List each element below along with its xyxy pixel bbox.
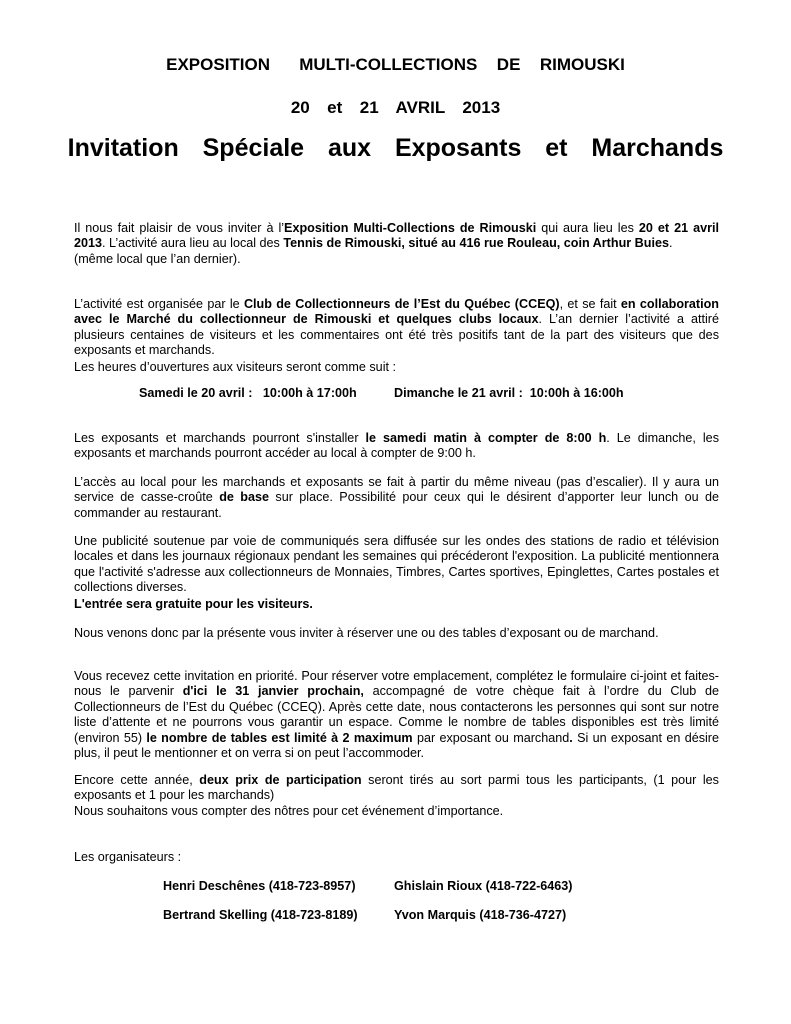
exhibition-dates: 20 et 21 AVRIL 2013 (290, 98, 501, 117)
paragraph-closing: Nous souhaitons vous compter des nôtres pour cet événement d’importance. (74, 804, 504, 818)
paragraph-reserve: Nous venons donc par la présente vous inviter à réserver une ou des tables d’exposant ou de marchand. (74, 626, 659, 640)
paragraph-publicity (74, 521, 719, 608)
priority-table-limit: le nombre de tables est limité à 2 maximum (146, 730, 413, 745)
access-text-2: sur place. Possibilité pour ceux qui le désirent d’apporter leur lunch ou de commander au restaurant. (74, 490, 719, 520)
paragraph-hours-intro: Les heures d’ouvertures aux visiteurs seront comme suit : (74, 360, 396, 374)
organizer-text-2: , et se fait (559, 296, 621, 311)
organizer-2: Ghislain Rioux (418-722-6463) (394, 879, 573, 893)
opening-hours-sunday (394, 386, 624, 400)
organizer-club-name: Club de Collectionneurs de l’Est du Québec (CCEQ) (243, 296, 560, 311)
sunday-hours: Dimanche le 21 avril : 10:00h à 16:00h (394, 386, 624, 400)
prizes-text-2: seront tirés au sort parmi tous les participants, (1 pour les exposants et 1 pour les marchands) (74, 772, 719, 803)
intro-dates: 20 et 21 avril 2013 (74, 220, 720, 251)
setup-text-2: . Le dimanche, les exposants et marchands pourront accéder au local à compter de 9:00 h. (74, 430, 719, 461)
priority-text-1: Vous recevez cette invitation en priorité. Pour réserver votre emplacement, complétez le formulaire ci-joint et faites-nous le parvenir (74, 668, 719, 699)
prizes-text-1: Encore cette année, (74, 772, 200, 787)
organizer-4: Yvon Marquis (418-736-4727) (394, 908, 567, 922)
prizes-bold: deux prix de participation (199, 772, 362, 787)
intro-event-name: Exposition Multi-Collections de Rimouski (284, 220, 537, 235)
saturday-hours: Samedi le 20 avril : 10:00h à 17:00h (139, 386, 357, 400)
access-bold: de base (219, 490, 269, 505)
setup-time: le samedi matin à compter de 8:00 h (365, 430, 607, 445)
setup-text-1: Les exposants et marchands pourront s'installer (74, 430, 366, 445)
organizer-1: Henri Deschênes (418-723-8957) (163, 879, 356, 893)
publicity-text: Une publicité soutenue par voie de communiqués sera diffusée sur les ondes des stations de radio et télévision locales et dans les journaux régionaux pendant les semaines qui précéderont l'exposition. La publicité mentionnera que l'activité s'adresse aux collectionneurs de Monnaies, Timbres, Cartes sportives, Epinglettes, Cartes postales et collections diverses. (74, 533, 719, 595)
organizer-text-1: L’activité est organisée par le (74, 296, 244, 311)
invitation-heading: Invitation Spéciale aux Exposants et Marchands (67, 134, 724, 162)
priority-text-4: Si un exposant en désire plus, il peut le mentionner et on verra si on peut l’accommoder. (74, 730, 719, 761)
intro-note: (même local que l’an dernier). (74, 251, 241, 266)
priority-deadline: d'ici le 31 janvier prochain, (182, 684, 364, 699)
access-text-1: L’accès au local pour les marchands et exposants se fait à partir du même niveau (pas d’escalier). Il y aura un service de casse-croûte (74, 474, 719, 505)
organizers-label: Les organisateurs : (74, 850, 182, 864)
priority-text-2: accompagné de votre chèque fait à l’ordre du Club de Collectionneurs de l’Est du Québec (CCEQ). Après cette date, nous contacterons les personnes qui sont sur notre liste d’attente et ne pourrons vous garantir un espace. Comme le nombre de tables disponibles est très limité (environ 55) (74, 684, 719, 745)
exhibition-title: EXPOSITION MULTI-COLLECTIONS DE RIMOUSKI (166, 55, 625, 74)
intro-text-4: . (668, 236, 673, 251)
paragraph-organizer (74, 284, 719, 371)
organizer-text-3: . L’an dernier l’activité a attiré plusieurs centaines de visiteurs et les commentaires ont été très positifs tant de la part des visiteurs que des exposants et marchands. (74, 312, 719, 358)
paragraph-intro (74, 208, 719, 280)
intro-location: Tennis de Rimouski, situé au 416 rue Rouleau, coin Arthur Buies (283, 236, 669, 251)
intro-text-2: qui aura lieu les (536, 220, 639, 235)
priority-text-3: par exposant ou marchand (412, 730, 570, 745)
priority-period: . (569, 730, 573, 745)
intro-text-1: Il nous fait plaisir de vous inviter à l’ (74, 220, 285, 235)
organizer-collaboration: en collaboration avec le Marché du collectionneur de Rimouski et quelques clubs locaux (74, 296, 719, 327)
paragraph-priority (74, 656, 719, 774)
paragraph-free-entry: L'entrée sera gratuite pour les visiteurs. (74, 597, 313, 611)
organizer-3: Bertrand Skelling (418-723-8189) (163, 908, 358, 922)
intro-text-3: . L’activité aura lieu au local des (102, 236, 284, 251)
opening-hours (139, 386, 357, 400)
